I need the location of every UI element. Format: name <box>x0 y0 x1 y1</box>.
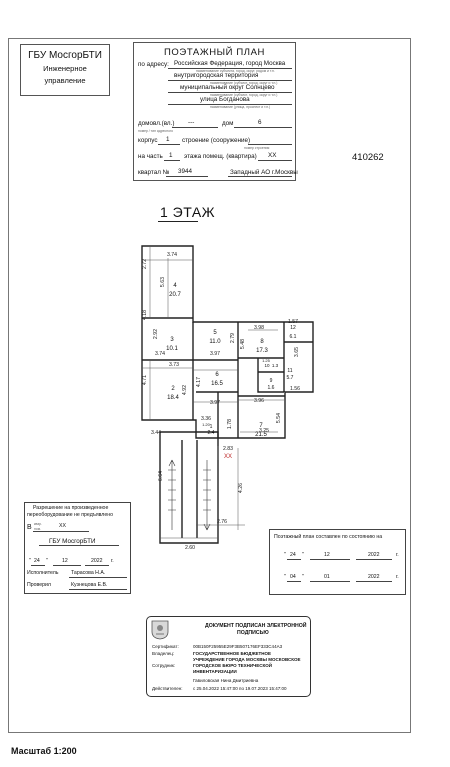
svg-text:4.26: 4.26 <box>238 482 244 494</box>
kvartal-label: квартал № <box>138 169 170 176</box>
room12-area: 6.1 <box>289 334 297 340</box>
room4-area: 20.7 <box>169 292 181 298</box>
address-value: Российская Федерация, город Москва <box>174 60 286 67</box>
room5-area: 11.0 <box>209 339 221 345</box>
room2-num: 2 <box>171 386 175 392</box>
e-signature-stamp: ДОКУМЕНТ ПОДПИСАН ЭЛЕКТРОННОЙ ПОДПИСЬЮ Сертификат: 00B150F25955E29F3B507176EF333C44A3 Владелец: ГОСУДАРСТВЕННОЕ БЮДЖЕТНОЕ УЧРЕЖДЕНИЕ ГОРОДА МОСКВЫ МОСКОВСКОЕ Сотрудник: ГОРОДСКОЕ БЮРО ТЕХНИЧЕСКОЙ ИНВЕНТАРИЗАЦИИ Гавиловская Нина Дмитриевна Действителен: с 25.04.2022 15:47:00 по 19.07.2023 15:47:00 <box>146 616 311 697</box>
room8-area: 17.3 <box>256 348 268 354</box>
svg-text:5.63: 5.63 <box>160 276 166 288</box>
svg-text:1.25: 1.25 <box>262 358 270 363</box>
floor-title: 1 ЭТАЖ <box>160 204 216 220</box>
municipal-value: муниципальный округ Солнцево <box>180 84 275 91</box>
moscow-emblem-icon <box>151 620 169 640</box>
plan-title: ПОЭТАЖНЫЙ ПЛАН <box>163 47 266 58</box>
room6-area: 16.5 <box>211 381 223 387</box>
chast-label: на часть <box>138 153 163 160</box>
svg-text:4.92: 4.92 <box>182 384 188 396</box>
korpus-value: 1 <box>166 136 170 143</box>
room3-num: 3 <box>170 337 174 343</box>
room3-area: 10.1 <box>166 346 178 352</box>
valid-value: с 25.04.2022 15:47:00 по 19.07.2023 15:47:00 <box>193 686 287 691</box>
employee-value: Гавиловская Нина Дмитриевна <box>193 678 259 683</box>
room10-area: 1.3 <box>271 363 279 368</box>
svg-text:3.74: 3.74 <box>166 252 178 258</box>
room9-num: 9 <box>269 378 273 384</box>
dom-label: дом <box>222 120 234 127</box>
executor-name: Тарасова Н.А. <box>71 570 106 576</box>
svg-text:1.57: 1.57 <box>287 319 299 325</box>
chast-value: 1 <box>169 152 173 159</box>
permission-b-value: XX <box>59 523 66 529</box>
svg-text:1.78: 1.78 <box>227 418 233 430</box>
dom-value: 6 <box>258 119 262 126</box>
svg-text:2.72: 2.72 <box>142 258 148 270</box>
header-box: ПОЭТАЖНЫЙ ПЛАН по адресу: Российская Федерация, город Москва наименование субъекта, город, округ, рядом и т.п. внутригородская территория наименование (субъект, город, округ и т.п.) муниципальный округ Солнцево наименование (субъект, город, округ и т.п.) улица Богданова наименование (улица, проспект и т.п.) домовл.(вл.) --- дом 6 номер / тип адресного корпус 1 строение (сооружение) номер строения на часть 1 этажа помещ. (квартира) XX квартал № 3944 Западный АО г.Москвы <box>133 42 296 181</box>
svg-text:5.48: 5.48 <box>240 338 246 350</box>
svg-text:3.97: 3.97 <box>209 351 221 357</box>
svg-text:2.92: 2.92 <box>153 328 159 340</box>
svg-text:1.20: 1.20 <box>202 422 210 427</box>
doc-code: 410262 <box>352 152 384 163</box>
room6-num: 6 <box>215 372 219 378</box>
etazh-value: XX <box>268 152 277 159</box>
checked-name: Кузнецова Е.В. <box>71 582 108 588</box>
room11-num: 11 <box>287 368 293 374</box>
street-value: улица Богданова <box>200 96 250 103</box>
plan-mark: XX <box>223 454 233 460</box>
state-box: Поэтажный план составлен по состоянию на " 24 " 12 2022 г. " 04 " 01 2022 г. <box>269 529 406 595</box>
room7-area: 21.5 <box>255 432 267 438</box>
svg-text:3.97: 3.97 <box>209 400 221 406</box>
svg-text:3.36: 3.36 <box>200 416 212 422</box>
domovl-label: домовл.(вл.) <box>138 120 175 127</box>
room12-num: 12 <box>290 325 296 331</box>
room1-num: 1 <box>209 424 213 430</box>
room1-area: 2.4 <box>207 430 215 436</box>
kvartal-value: 3944 <box>178 168 193 175</box>
svg-text:3.65: 3.65 <box>294 346 300 358</box>
svg-text:3.96: 3.96 <box>253 398 265 404</box>
svg-text:4.17: 4.17 <box>196 376 202 388</box>
svg-text:3.25: 3.25 <box>258 428 270 434</box>
district-value: внутригородская территория <box>174 72 259 79</box>
permission-org: ГБУ МосгорБТИ <box>49 538 96 545</box>
room5-num: 5 <box>213 330 217 336</box>
cert-value: 00B150F25955E29F3B507176EF333C44A3 <box>193 644 283 649</box>
svg-text:6.64: 6.64 <box>158 470 164 482</box>
svg-text:5.54: 5.54 <box>276 412 282 424</box>
etazh-label: этажа помещ. (квартира) <box>184 153 257 160</box>
svg-text:3.74: 3.74 <box>154 351 166 357</box>
svg-text:3.98: 3.98 <box>253 325 265 331</box>
wall-room1 <box>196 392 238 438</box>
svg-text:2.60: 2.60 <box>184 545 196 551</box>
stroenie-label: строение (сооружение) <box>182 137 251 144</box>
okrug-value: Западный АО г.Москвы <box>230 169 298 176</box>
room11-area: 5.7 <box>286 375 294 381</box>
svg-text:2.79: 2.79 <box>230 332 236 344</box>
svg-text:1.56: 1.56 <box>289 386 301 392</box>
room9-area: 1.6 <box>267 385 275 391</box>
room2-area: 18.4 <box>167 395 179 401</box>
svg-text:3.44: 3.44 <box>150 430 162 436</box>
room7-num: 7 <box>259 423 263 429</box>
room4-num: 4 <box>173 283 177 289</box>
svg-text:3.73: 3.73 <box>168 362 180 368</box>
room10-num: 10 <box>264 363 270 368</box>
address-label: по адресу: <box>138 61 169 68</box>
stair-divider <box>182 440 197 538</box>
room8-num: 8 <box>260 339 264 345</box>
permission-box: Разрешение на произведенное переоборудование не предъявлено В квар. пом. XX ГБУ МосгорБТИ " 24 " 12 2022 г. Исполнитель Тарасова Н.А. Проверил Кузнецова Е.В. <box>24 502 131 594</box>
bti-dept-2: управление <box>44 75 86 85</box>
svg-text:4.18: 4.18 <box>142 309 148 321</box>
svg-text:2.83: 2.83 <box>222 446 234 452</box>
svg-text:2.76: 2.76 <box>216 519 228 525</box>
bti-dept-1: Инженерное <box>43 64 87 73</box>
scale-label: Масштаб 1:200 <box>11 746 77 756</box>
bti-org: ГБУ МосгорБТИ <box>28 50 102 61</box>
svg-text:4.71: 4.71 <box>142 374 148 386</box>
stair-outline <box>160 432 218 543</box>
korpus-label: корпус <box>138 137 158 144</box>
